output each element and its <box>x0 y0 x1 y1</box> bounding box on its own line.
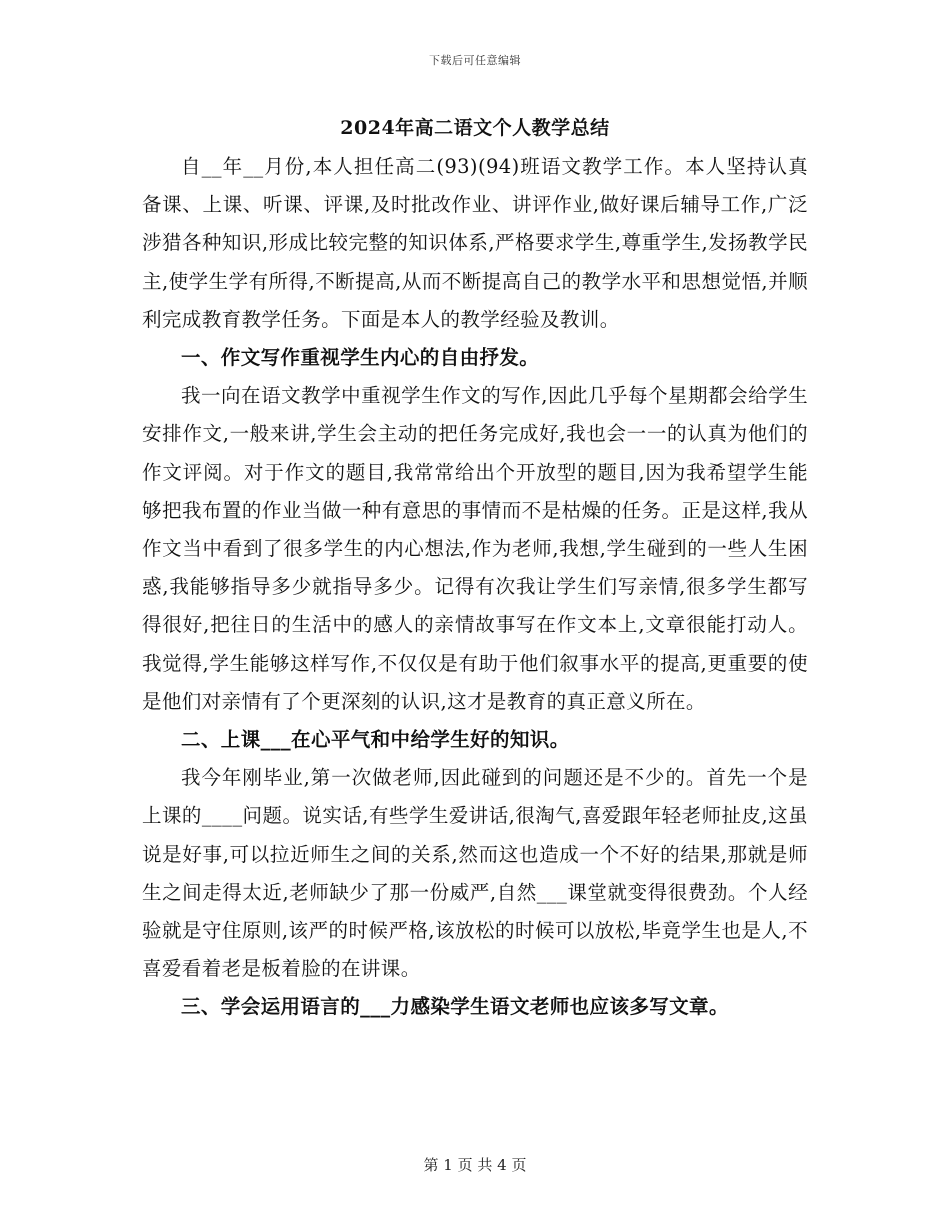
section-heading-1: 一、作文写作重视学生内心的自由抒发。 <box>181 346 540 370</box>
section-2-paragraph: 我今年刚毕业,第一次做老师,因此碰到的问题还是不少的。首先一个是上课的____问题。说实话,有些学生爱讲话,很淘气,喜爱跟年轻老师扯皮,这虽说是好事,可以拉近师生之间的关系,然而这也造成一个不好的结果,那就是师生之间走得太近,老师缺少了那一份威严,自然___课堂就变得很费劲。个人经验就是守住原则,该严的时候严格,该放松的时候可以放松,毕竟学生也是人,不喜爱看着老是板着脸的在讲课。 <box>142 766 808 981</box>
intro-paragraph: 自__年__月份,本人担任高二(93)(94)班语文教学工作。本人坚持认真备课、上课、听课、评课,及时批改作业、讲评作业,做好课后辅导工作,广泛涉猎各种知识,形成比较完整的知识体系,严格要求学生,尊重学生,发扬教学民主,使学生学有所得,不断提高,从而不断提高自己的教学水平和思想觉悟,并顺利完成教育教学任务。下面是本人的教学经验及教训。 <box>142 155 808 331</box>
section-1-paragraph: 我一向在语文教学中重视学生作文的写作,因此几乎每个星期都会给学生安排作文,一般来讲,学生会主动的把任务完成好,我也会一一的认真为他们的作文评阅。对于作文的题目,我常常给出个开放型的题目,因为我希望学生能够把我布置的作业当做一种有意思的事情而不是枯燥的任务。正是这样,我从作文当中看到了很多学生的内心想法,作为老师,我想,学生碰到的一些人生困惑,我能够指导多少就指导多少。记得有次我让学生们写亲情,很多学生都写得很好,把往日的生活中的感人的亲情故事写在作文本上,文章很能打动人。我觉得,学生能够这样写作,不仅仅是有助于他们叙事水平的提高,更重要的使是他们对亲情有了个更深刻的认识,这才是教育的真正意义所在。 <box>142 384 808 713</box>
section-heading-3: 三、学会运用语言的___力感染学生语文老师也应该多写文章。 <box>181 995 729 1019</box>
page-footer: 第 1 页 共 4 页 <box>423 1156 527 1174</box>
document-title: 2024年高二语文个人教学总结 <box>340 117 610 139</box>
page-header: 下载后可任意编辑 <box>429 54 521 67</box>
section-heading-2: 二、上课___在心平气和中给学生好的知识。 <box>181 728 570 752</box>
document-body <box>142 112 808 1027</box>
